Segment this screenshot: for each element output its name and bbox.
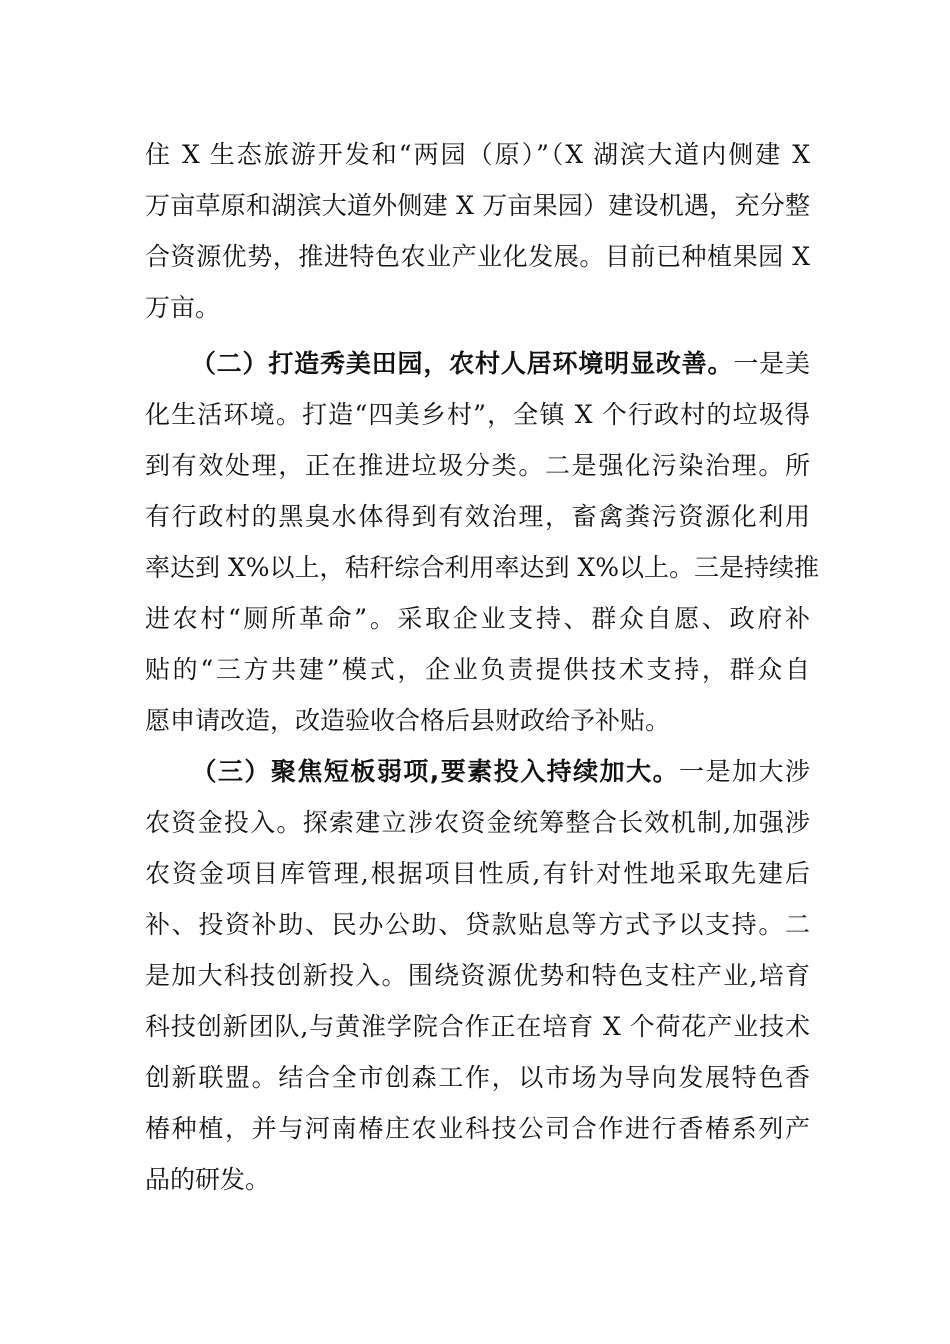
- text-line: 进农村“厕所革命”。采取企业支持、群众自愿、政府补: [145, 604, 810, 633]
- text-line: 有行政村的黑臭水体得到有效治理，畜禽粪污资源化利用: [145, 502, 810, 531]
- text-line: 合资源优势，推进特色农业产业化发展。目前已种植果园 X: [145, 242, 810, 271]
- section-heading-3: （三）聚焦短板弱项,要素投入持续加大。: [190, 757, 680, 786]
- paragraph-rural-environment: [145, 338, 820, 746]
- text-line: 率达到 X%以上，秸秆综合利用率达到 X%以上。三是持续推: [145, 553, 820, 582]
- text-line-first: [145, 746, 810, 797]
- text-line: 到有效处理，正在推进垃圾分类。二是强化污染治理。所: [145, 451, 810, 480]
- text-line-first: [145, 338, 810, 389]
- paragraph-continuation: [145, 129, 810, 333]
- text-line: 是加大科技创新投入。围绕资源优势和特色支柱产业,培育: [145, 961, 810, 990]
- text-line: 补、投资补助、民办公助、贷款贴息等方式予以支持。二: [145, 910, 810, 939]
- text-line: 贴的“三方共建”模式，企业负责提供技术支持，群众自: [145, 655, 810, 684]
- text-line: 万亩。: [145, 293, 221, 322]
- text-line: 农资金投入。探索建立涉农资金统筹整合长效机制,加强涉: [145, 808, 810, 837]
- text-line: 住 X 生态旅游开发和“两园（原）”（X 湖滨大道内侧建 X: [145, 140, 810, 169]
- text-line: 创新联盟。结合全市创森工作，以市场为导向发展特色香: [145, 1063, 810, 1092]
- text-line: 愿申请改造，改造验收合格后县财政给予补贴。: [145, 706, 671, 735]
- section-heading-2: （二）打造秀美田园，农村人居环境明显改善。: [190, 349, 734, 378]
- text-line: 科技创新团队,与黄淮学院合作正在培育 X 个荷花产业技术: [145, 1012, 810, 1041]
- first-line-rest: 一是加大涉: [679, 757, 810, 786]
- text-line: 化生活环境。打造“四美乡村”，全镇 X 个行政村的垃圾得: [145, 400, 810, 429]
- text-line: 椿种植，并与河南椿庄农业科技公司合作进行香椿系列产: [145, 1114, 810, 1143]
- first-line-rest: 一是美: [733, 349, 810, 378]
- paragraph-investment: [145, 746, 810, 1205]
- text-line: 农资金项目库管理,根据项目性质,有针对性地采取先建后: [145, 859, 810, 888]
- text-line: 品的研发。: [145, 1165, 271, 1194]
- text-line: 万亩草原和湖滨大道外侧建 X 万亩果园）建设机遇，充分整: [145, 191, 810, 220]
